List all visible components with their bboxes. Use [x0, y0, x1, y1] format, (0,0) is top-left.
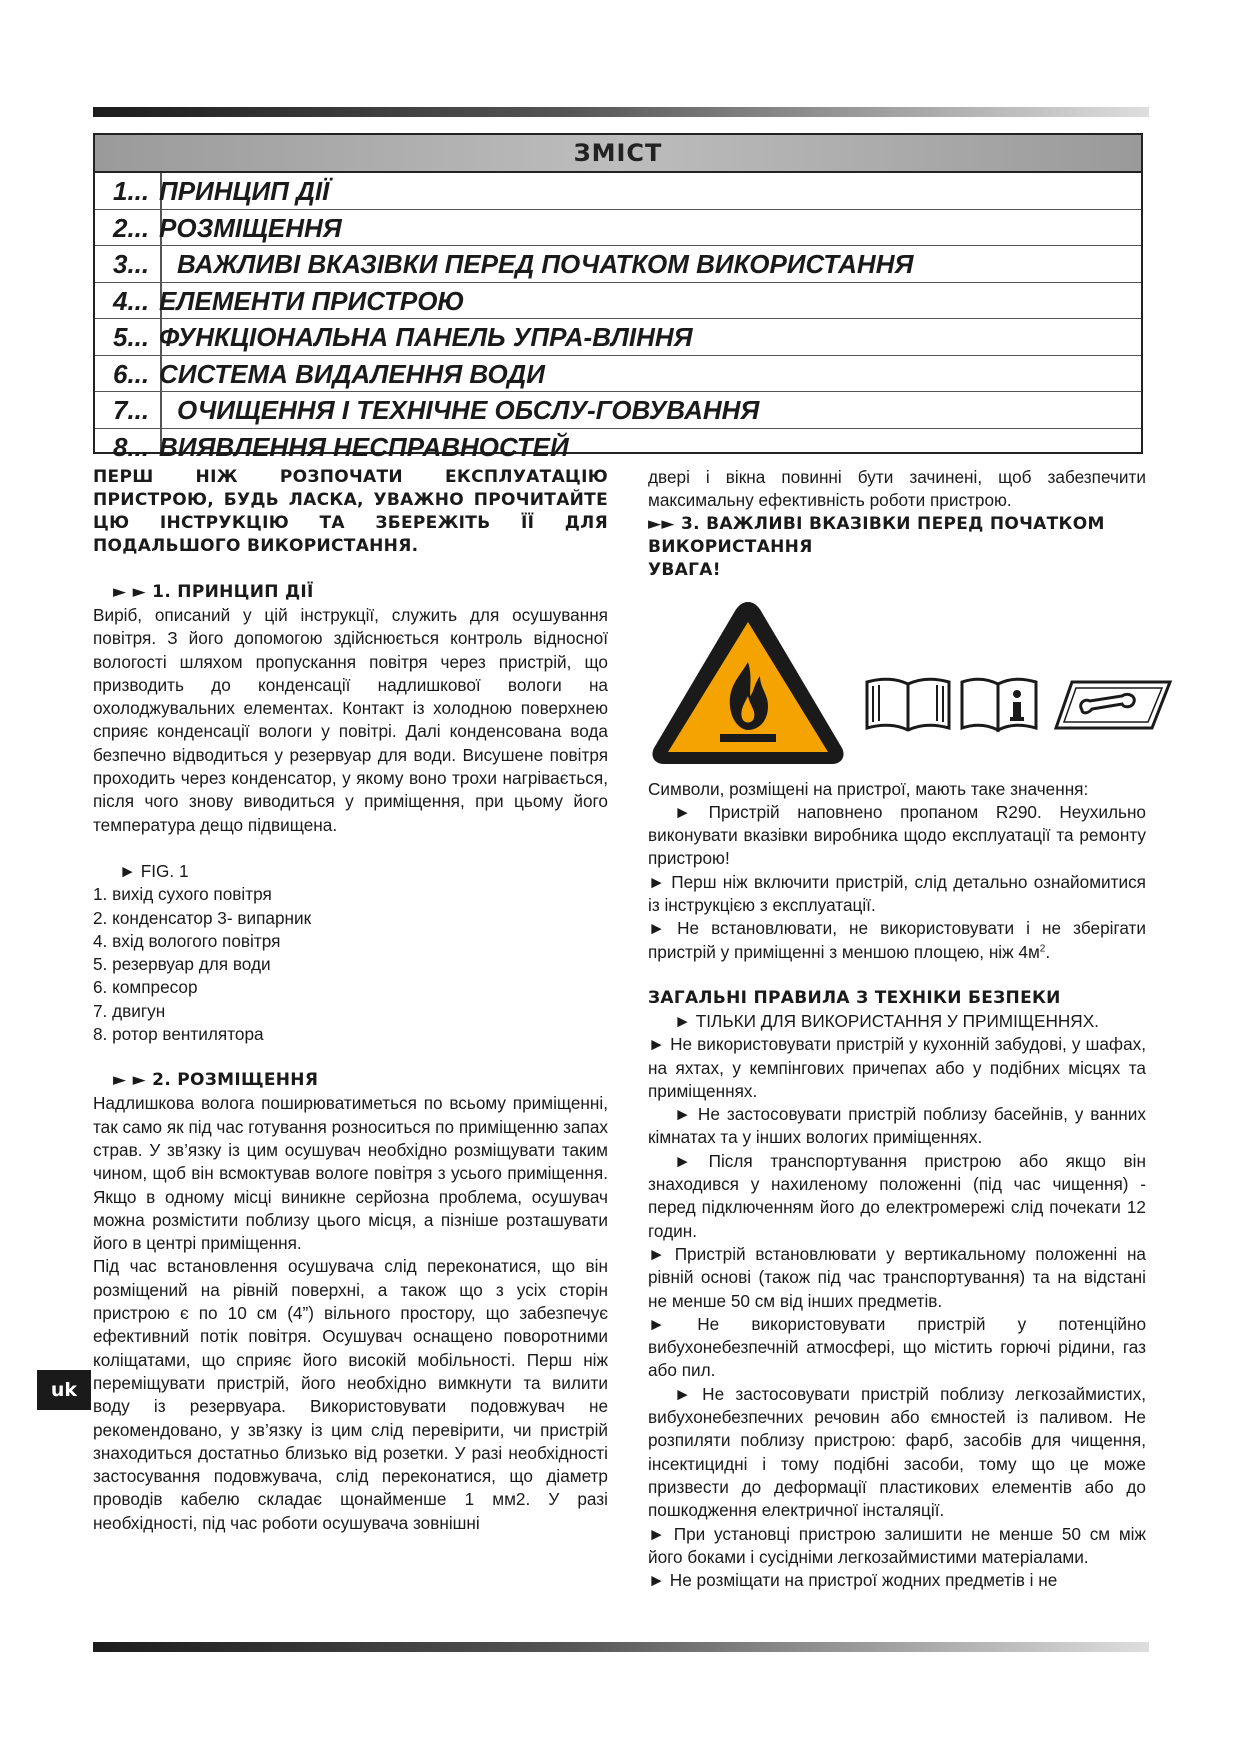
fig-item: 6. компресор: [93, 977, 198, 998]
fig-item: 4. вхід вологого повітря: [93, 930, 281, 951]
top-divider-bar: [93, 107, 1149, 117]
toc-item-5: 5... ФУНКЦІОНАЛЬНА ПАНЕЛЬ УПРА-ВЛІННЯ: [95, 319, 1141, 356]
manual-book-icon: [863, 674, 953, 736]
flammable-warning-icon: [648, 596, 848, 768]
language-tab: uk: [37, 1370, 91, 1410]
service-manual-icon: [1052, 674, 1176, 736]
intro-warning: ПЕРШ НІЖ РОЗПОЧАТИ ЕКСПЛУАТАЦІЮ ПРИСТРОЮ, БУДЬ ЛАСКА, УВАЖНО ПРОЧИТАЙТЕ ЦЮ ІНСТРУКЦІЮ ТА ЗБЕРЕЖІТЬ ЇЇ ДЛЯ ПОДАЛЬШОГО ВИКОРИСТАННЯ.: [93, 467, 608, 556]
section-1-body: Виріб, описаний у цій інструкції, служить для осушування повітря. З його допомогою здійснюється контроль відносної вологості шляхом пропускання повітря через пристрій, що призводить до конденсації надлишкової вологи на охолоджувальних елементах. Контакт із холодною поверхнею сприяє конденсації вологи у повітрі. Далі конденсована вода безпечно відводиться у резервуар для води. Висушене повітря проходить через конденсатор, у якому воно трохи нагрівається, після чого знову виводиться у приміщення, при цьому його температура дещо підвищена.: [93, 605, 608, 835]
toc-item-3: 3... ВАЖЛИВІ ВКАЗІВКИ ПЕРЕД ПОЧАТКОМ ВИКОРИСТАННЯ: [95, 246, 1141, 283]
toc-item-8: 8... ВИЯВЛЕННЯ НЕСПРАВНОСТЕЙ: [113, 431, 569, 462]
section-2-paragraph-3: двері і вікна повинні бути зачинені, щоб забезпечити максимальну ефективність роботи пристрою.: [648, 467, 1146, 511]
toc-item-4: 4... ЕЛЕМЕНТИ ПРИСТРОЮ: [95, 283, 1141, 320]
fig-item: 2. конденсатор 3- випарник: [93, 907, 312, 928]
safety-item: ► Після транспортування пристрою або якщо він знаходився у нахиленому положенні (під час чищення) - перед підключенням його до електромережі слід почекати 12 годин.: [648, 1150, 1146, 1241]
symbol-item-1: ► Пристрій наповнено пропаном R290. Неухильно виконувати вказівки виробника щодо експлуатації та ремонту пристрою!: [648, 801, 1146, 869]
toc-title: ЗМІСТ: [95, 135, 1141, 173]
section-1-heading: ► ► 1. ПРИНЦИП ДІЇ: [113, 582, 314, 602]
left-column: [93, 466, 608, 1535]
section-2-paragraph-1: Надлишкова волога поширюватиметься по всьому приміщенні, так само як під час готування розноситься по приміщенню запах страв. У зв’язку із цим осушувач необхідно розміщувати таким чином, щоб він всмоктував вологе повітря з усього приміщення. Якщо в одному місці виникне серйозна проблема, осушувач можна розмістити поблизу цього місця, а пізніше розташувати його в центрі приміщення.: [93, 1093, 608, 1254]
safety-item: ► Не застосовувати пристрій поблизу легкозаймистих, вибухонебезпечних речовин або ємностей із паливом. Не розпиляти поблизу пристрою: фарб, засобів для чищення, інсектицидні і тому подібні засоби, тому що це може призвести до деформації пластикових елементів або до пошкодження електричної інсталяції.: [648, 1383, 1146, 1521]
safety-item: ► Пристрій встановлювати у вертикальному положенні на рівній основі (також під час транспортування) та на відстані не менше 50 см від інших предметів.: [648, 1243, 1146, 1311]
section-2-paragraph-2: Під час встановлення осушувача слід переконатися, що він розміщений на рівній поверхні, а також що з усіх сторін пристрою є по 10 см (4”) вільного простору, що забезпечує ефективний потік повітря. Осушувач оснащено поворотними коліщатами, що сприяє його високій мобільності. Перш ніж переміщувати пристрій, його необхідно вимкнути та вилити воду із резервуара. Використовувати подовжувач не рекомендовано, у зв’язку із цим слід перевірити, чи пристрій знаходиться достатньо близько від розетки. У разі необхідності застосування подовжувача, слід переконатися, що діаметр проводів кабелю складає щонайменше 1 мм2. У разі необхідності, під час роботи осушувача зовнішні: [93, 1256, 608, 1533]
safety-item: ► При установці пристрою залишити не менше 50 см між його боками і сусідніми легкозаймистими матеріалами.: [648, 1523, 1146, 1567]
fig-item: 7. двигун: [93, 1000, 166, 1021]
symbol-item-2: ► Перш ніж включити пристрій, слід детально ознайомитися із інструкцією з експлуатації.: [648, 871, 1146, 916]
fig-item: 8. ротор вентилятора: [93, 1024, 264, 1045]
toc-item-7: 7... ОЧИЩЕННЯ І ТЕХНІЧНЕ ОБСЛУ-ГОВУВАННЯ: [95, 392, 1141, 429]
safety-item: ► Не застосовувати пристрій поблизу басейнів, у ванних кімнатах та у інших вологих приміщеннях.: [648, 1104, 1146, 1148]
safety-heading: ЗАГАЛЬНІ ПРАВИЛА З ТЕХНІКИ БЕЗПЕКИ: [648, 987, 1061, 1008]
symbol-item-3: ► Не встановлювати, не використовувати і не зберігати пристрій у приміщенні з меншою площею, ніж $4м^2$.: [648, 918, 1146, 962]
toc-item-1: 1... ПРИНЦИП ДІЇ: [95, 173, 1141, 210]
right-column: [648, 466, 1146, 1592]
toc-item-2: 2... РОЗМІЩЕННЯ: [95, 210, 1141, 247]
section-2-heading: ► ► 2. РОЗМІЩЕННЯ: [113, 1070, 319, 1091]
attention-label: УВАГА!: [648, 559, 721, 580]
toc-item-6: 6... СИСТЕМА ВИДАЛЕННЯ ВОДИ: [95, 356, 1141, 393]
info-manual-icon: [958, 674, 1040, 736]
fig-item: 1. вихід сухого повітря: [93, 884, 272, 905]
section-3-heading: ►► 3. ВАЖЛИВІ ВКАЗІВКИ ПЕРЕД ПОЧАТКОМ ВИКОРИСТАННЯ: [648, 513, 1105, 557]
safety-item: ► ТІЛЬКИ ДЛЯ ВИКОРИСТАННЯ У ПРИМІЩЕННЯХ.: [674, 1010, 1099, 1031]
safety-item: ► Не розміщати на пристрої жодних предметів і не: [648, 1570, 1058, 1591]
symbols-intro: Символи, розміщені на пристрої, мають таке значення:: [648, 778, 1089, 799]
warning-symbols: [648, 596, 1146, 768]
bottom-divider-bar: [93, 1642, 1149, 1652]
safety-item: ► Не використовувати пристрій у кухонній забудові, у шафах, на яхтах, у кемпінгових причепах або у подібних місцях та приміщеннях.: [648, 1034, 1146, 1101]
fig-label: ► FIG. 1: [119, 860, 189, 881]
table-of-contents: [93, 133, 1143, 462]
safety-item: ► Не використовувати пристрій у потенційно вибухонебезпечній атмосфері, що містить горючі рідини, газ або пил.: [648, 1313, 1146, 1381]
fig-item: 5. резервуар для води: [93, 954, 271, 975]
